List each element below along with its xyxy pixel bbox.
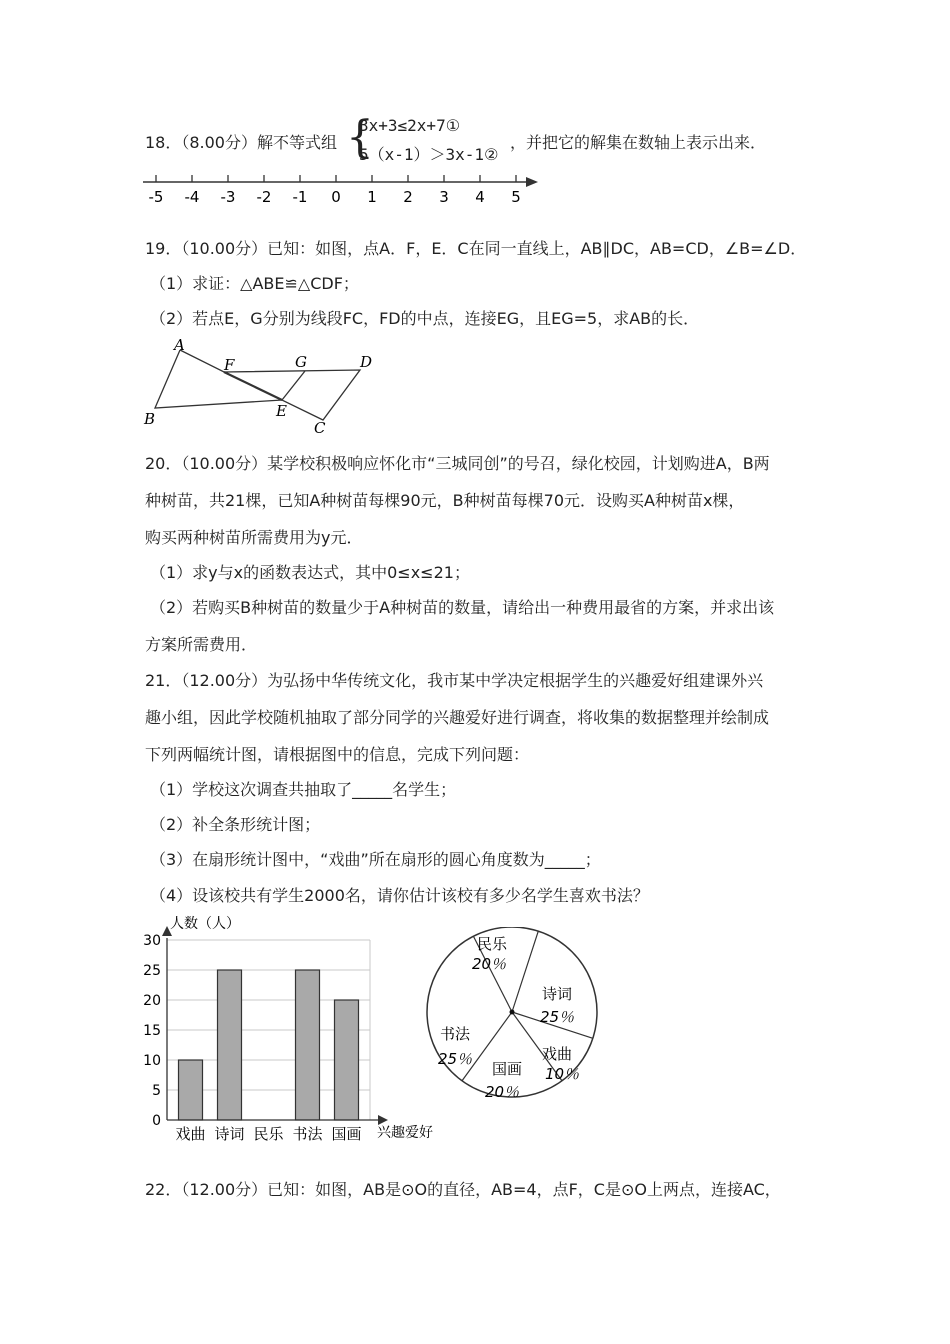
q19-part2: （2）若点E，G分别为线段FC，FD的中点，连接EG，且EG=5，求AB的长． bbox=[150, 309, 700, 328]
point-b-label: B bbox=[144, 410, 156, 428]
point-g-label: G bbox=[295, 353, 307, 371]
q21-part3: （3）在扇形统计图中，“戏曲”所在扇形的圆心角度数为_____； bbox=[150, 850, 601, 869]
y-tick-label: 5 bbox=[152, 1083, 161, 1099]
numberline-tick-label: 0 bbox=[331, 188, 341, 206]
x-tick-label: 书法 bbox=[292, 1125, 323, 1143]
numberline-tick-label: 4 bbox=[475, 188, 485, 206]
numberline-tick-label: -4 bbox=[184, 188, 200, 206]
pie-percent: 25％ bbox=[437, 1050, 473, 1068]
y-tick-label: 15 bbox=[143, 1023, 161, 1039]
bar-国画 bbox=[335, 1000, 359, 1120]
pie-percent: 10％ bbox=[544, 1065, 580, 1083]
point-f-label: F bbox=[224, 356, 235, 374]
pie-label-国画: 国画 bbox=[491, 1060, 523, 1078]
numberline-tick-label: -3 bbox=[220, 188, 236, 206]
x-axis-arrow-icon bbox=[378, 1115, 388, 1125]
bar-戏曲 bbox=[179, 1060, 203, 1120]
pie-percent: 25％ bbox=[539, 1008, 575, 1026]
point-a-label: A bbox=[174, 338, 185, 354]
q19-stem: 19．（10.00分）已知：如图，点A．F，E．C在同一直线上，AB∥DC，AB=CD，∠B=∠D． bbox=[145, 239, 807, 258]
inequality-1: 3x+3≤2x+7① bbox=[359, 116, 461, 135]
numberline-tick-label: -1 bbox=[292, 188, 308, 206]
point-e-label: E bbox=[276, 402, 287, 420]
x-axis-label: 兴趣爱好 bbox=[377, 1125, 433, 1141]
y-tick-label: 20 bbox=[143, 993, 161, 1009]
q21-line2: 趣小组，因此学校随机抽取了部分同学的兴趣爱好进行调查，将收集的数据整理并绘制成 bbox=[145, 708, 770, 727]
pie-percent: 20％ bbox=[471, 955, 507, 973]
numberline-tick-label: 5 bbox=[511, 188, 521, 206]
q20-line3: 购买两种树苗所需费用为y元． bbox=[145, 528, 363, 547]
x-tick-label: 诗词 bbox=[214, 1125, 245, 1143]
numberline-tick-label: -5 bbox=[148, 188, 164, 206]
pie-label-诗词: 诗词 bbox=[541, 985, 573, 1003]
y-tick-label: 25 bbox=[143, 963, 161, 979]
q22-line1: 22．（12.00分）已知：如图，AB是⊙O的直径，AB=4，点F，C是⊙O上两点，连接AC， bbox=[145, 1180, 781, 1199]
number-line bbox=[140, 172, 560, 212]
pie-center bbox=[510, 1010, 515, 1015]
bar-chart bbox=[140, 910, 440, 1145]
x-tick-label: 戏曲 bbox=[175, 1125, 206, 1143]
numberline-tick-label: 3 bbox=[439, 188, 449, 206]
q20-part2b: 方案所需费用． bbox=[145, 635, 258, 654]
q20-part1: （1）求y与x的函数表达式，其中0≤x≤21； bbox=[150, 563, 470, 582]
pie-label-戏曲: 戏曲 bbox=[541, 1045, 573, 1063]
q20-line2: 种树苗，共21棵，已知A种树苗每棵90元，B种树苗每棵70元．设购买A种树苗x棵， bbox=[145, 491, 745, 510]
pie-percent: 20％ bbox=[484, 1083, 520, 1101]
x-tick-label: 民乐 bbox=[253, 1125, 284, 1143]
numberline-tick-label: 2 bbox=[403, 188, 413, 206]
y-axis-label: 人数（人） bbox=[170, 916, 240, 932]
pie-label-民乐: 民乐 bbox=[476, 935, 508, 953]
pie-chart bbox=[417, 927, 607, 1117]
y-tick-label: 10 bbox=[143, 1053, 161, 1069]
q21-part1: （1）学校这次调查共抽取了_____名学生； bbox=[150, 780, 457, 799]
q20-line1: 20．（10.00分）某学校积极响应怀化市“三城同创”的号召，绿化校园，计划购进A，B两 bbox=[145, 454, 770, 473]
q21-part4: （4）设该校共有学生2000名，请你估计该校有多少名学生喜欢书法？ bbox=[150, 886, 649, 905]
point-d-label: D bbox=[360, 353, 373, 371]
x-tick-label: 国画 bbox=[331, 1125, 362, 1143]
geometry-figure bbox=[140, 338, 380, 438]
q20-part2a: （2）若购买B种树苗的数量少于A种树苗的数量，请给出一种费用最省的方案，并求出该 bbox=[150, 598, 775, 617]
numberline-tick-label: -2 bbox=[256, 188, 272, 206]
q19-part1: （1）求证：△ABE≌△CDF； bbox=[150, 274, 359, 293]
brace-icon: { bbox=[346, 112, 374, 163]
numberline-tick-label: 1 bbox=[367, 188, 377, 206]
q18-suffix: ，并把它的解集在数轴上表示出来． bbox=[510, 133, 767, 152]
inequality-2: 5（x-1）＞3x-1② bbox=[359, 145, 499, 164]
q18-prefix: 18．（8.00分）解不等式组 bbox=[145, 133, 337, 152]
y-tick-label: 30 bbox=[143, 933, 161, 949]
q21-line3: 下列两幅统计图，请根据图中的信息，完成下列问题： bbox=[145, 745, 530, 764]
q21-line1: 21．（12.00分）为弘扬中华传统文化，我市某中学决定根据学生的兴趣爱好组建课外兴 bbox=[145, 671, 764, 690]
arrow-right-icon bbox=[526, 177, 538, 187]
pie-label-书法: 书法 bbox=[439, 1025, 471, 1043]
bar-书法 bbox=[296, 970, 320, 1120]
point-c-label: C bbox=[314, 419, 326, 437]
q21-part2: （2）补全条形统计图； bbox=[150, 815, 321, 834]
y-tick-label: 0 bbox=[152, 1113, 161, 1129]
bar-诗词 bbox=[218, 970, 242, 1120]
